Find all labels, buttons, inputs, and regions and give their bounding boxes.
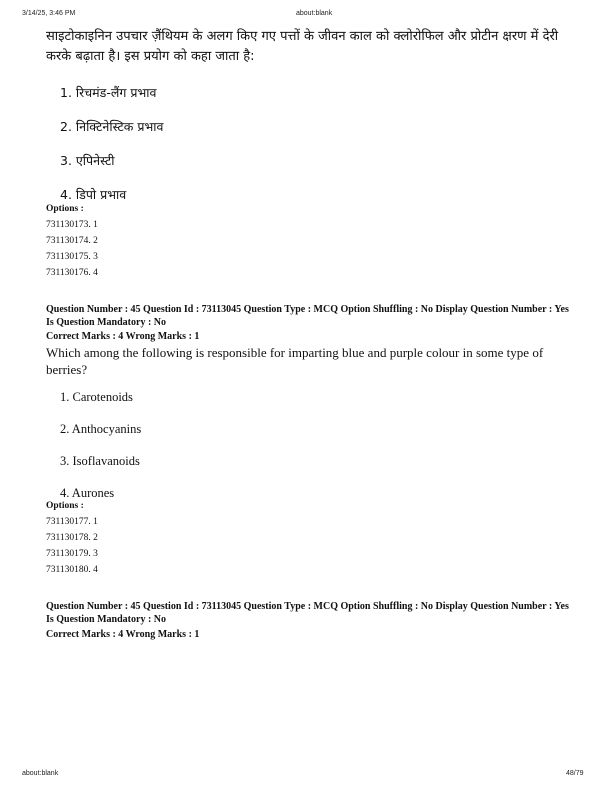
option-code: 731130178. 2 (46, 533, 98, 543)
print-title: about:blank (296, 10, 333, 17)
option-3: 3. एपिनेस्टी (60, 153, 115, 168)
page-number: 48/79 (566, 770, 584, 777)
option-1: 1. रिचमंड-लैंग प्रभाव (60, 85, 157, 100)
options-label: Options : (46, 204, 84, 214)
option-code: 731130180. 4 (46, 565, 98, 575)
option-2: 2. निक्टिनेस्टिक प्रभाव (60, 119, 164, 134)
question-marks: Correct Marks : 4 Wrong Marks : 1 (46, 331, 200, 342)
option-code: 731130179. 3 (46, 549, 98, 559)
option-4: 4. Aurones (60, 486, 115, 500)
option-code: 731130175. 3 (46, 252, 98, 262)
option-3: 3. Isoflavanoids (60, 454, 140, 468)
print-url: about:blank (22, 770, 59, 777)
option-code: 731130174. 2 (46, 236, 98, 246)
option-code: 731130176. 4 (46, 268, 98, 278)
question-marks: Correct Marks : 4 Wrong Marks : 1 (46, 629, 200, 640)
option-4: 4. डिपो प्रभाव (60, 187, 127, 202)
option-code: 731130173. 1 (46, 220, 98, 230)
question-text-hindi: साइटोकाइनिन उपचार ज़ैंथियम के अलग किए गए पत्तों के जीवन काल को क्लोरोफिल और प्रोटीन क्षरण में देरी करके बढ़ाता है। इस प्रयोग को कहा जाता है: (46, 29, 559, 64)
options-label: Options : (46, 501, 84, 511)
option-2: 2. Anthocyanins (60, 422, 142, 436)
question-text: Which among the following is responsible for imparting blue and purple colour in some type of berries? (46, 345, 544, 377)
question-meta: Question Number : 45 Question Id : 73113045 Question Type : MCQ Option Shuffling : No Display Question Number : Yes Is Question Mandatory : No (46, 601, 569, 625)
option-code: 731130177. 1 (46, 517, 98, 527)
print-datetime: 3/14/25, 3:46 PM (22, 10, 76, 17)
question-meta: Question Number : 45 Question Id : 73113045 Question Type : MCQ Option Shuffling : No Display Question Number : Yes Is Question Mandatory : No (46, 304, 569, 328)
option-1: 1. Carotenoids (60, 390, 133, 404)
